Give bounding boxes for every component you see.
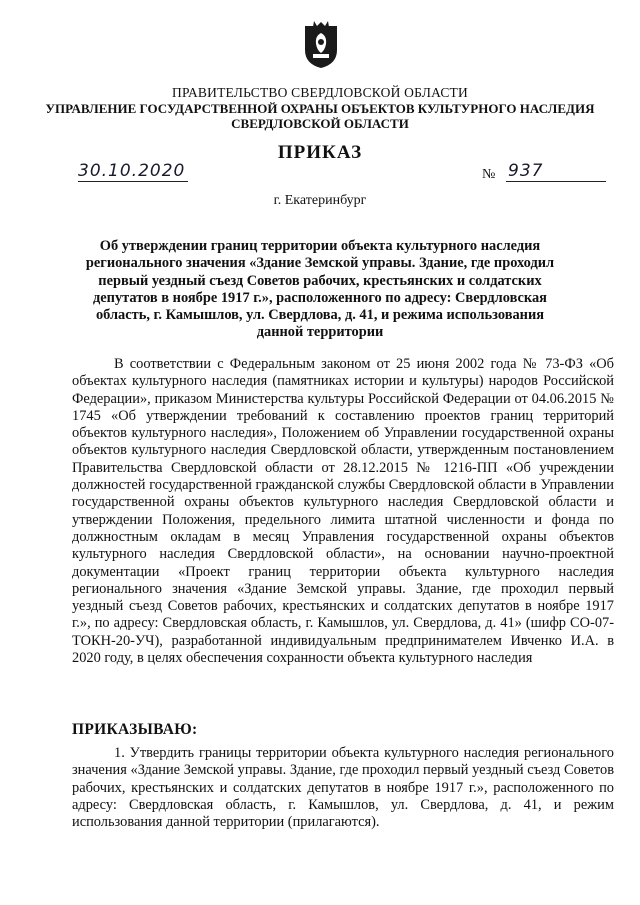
city-name: г. Екатеринбург bbox=[273, 193, 367, 208]
order-number: 937 bbox=[508, 161, 544, 181]
date-underline bbox=[78, 181, 188, 182]
coat-of-arms-icon bbox=[301, 20, 341, 70]
order-subject: Об утверждении границ территории объекта культурного наследия регионального значения «Здание Земской управы. Здание, где проходил первый уездный съезд Советов рабочих, крестьянских и солдатских депутатов в ноябре 1917 г.», расположенного по адресу: Свердловская область, г. Камышлов, ул. Свердлова, д. 41, и режима использования данной территории bbox=[85, 238, 555, 341]
department-name: УПРАВЛЕНИЕ ГОСУДАРСТВЕННОЙ ОХРАНЫ ОБЪЕКТОВ КУЛЬТУРНОГО НАСЛЕДИЯ СВЕРДЛОВСКОЙ ОБЛАСТИ bbox=[45, 101, 595, 131]
order-date: 30.10.2020 bbox=[78, 161, 186, 181]
number-underline bbox=[506, 181, 606, 182]
government-name: ПРАВИТЕЛЬСТВО СВЕРДЛОВСКОЙ ОБЛАСТИ bbox=[172, 85, 468, 100]
number-label: № bbox=[482, 167, 496, 182]
preamble-paragraph: В соответствии с Федеральным законом от 25 июня 2002 года № 73-ФЗ «Об объектах культурного наследия (памятниках истории и культуры) народов Российской Федерации», приказом Министерства культуры Российской Федерации от 04.06.2015 № 1745 «Об утверждении требований к составлению проектов границ территорий объектов культурного наследия», Положением об Управлении государственной охраны объектов культурного наследия Свердловской области, утвержденным постановлением Правительства Свердловской области от 28.12.2015 № 1216-ПП «Об учреждении должностей государственной гражданской службы Свердловской области в Управлении государственной охраны объектов культурного наследия Свердловской области и утверждении Положения, предельного лимита штатной численности и фонда по должностным окладам в месяц Управления государственной охраны объектов культурного наследия Свердловской области», на основании научно-проектной документации «Проект границ территории объекта культурного наследия регионального значения «Здание Земской управы. Здание, где проходил первый уездный съезд Советов рабочих, крестьянских и солдатских депутатов в ноябре 1917 г.», по адресу: Свердловская область, г. Камышлов, ул. Свердлова, д. 41» (шифр СО-07-ТОКН-20-УЧ), разработанной индивидуальным предпринимателем Ивченко И.А. в 2020 году, в целях обеспечения сохранности объекта культурного наследия bbox=[72, 356, 614, 667]
order-heading: ПРИКАЗЫВАЮ: bbox=[72, 721, 198, 738]
document-type-title: ПРИКАЗ bbox=[277, 142, 363, 163]
order-item-1: 1. Утвердить границы территории объекта культурного наследия регионального значения «Здание Земской управы. Здание, где проходил первый уездный съезд Советов рабочих, крестьянских и солдатских депутатов в ноябре 1917 г.», расположенного по адресу: Свердловская область, г. Камышлов, ул. Свердлова, д. 41, и режим использования данной территории (прилагаются). bbox=[72, 745, 614, 831]
